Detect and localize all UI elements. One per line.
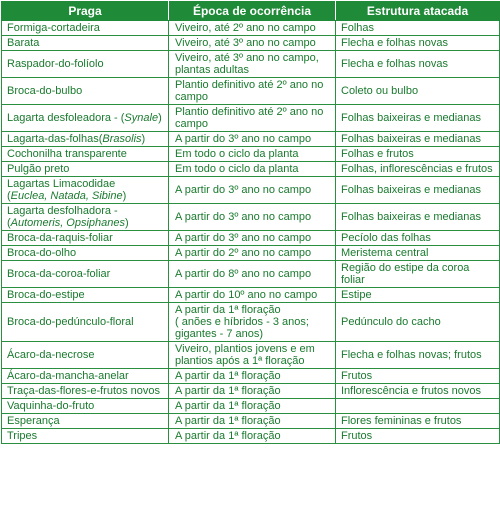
cell-estrutura: Folhas baixeiras e medianas bbox=[336, 177, 500, 204]
header-estrutura: Estrutura atacada bbox=[336, 2, 500, 21]
cell-praga: Broca-do-bulbo bbox=[2, 78, 169, 105]
table-row bbox=[2, 204, 500, 231]
cell-praga: Broca-do-pedúnculo-floral bbox=[2, 303, 169, 342]
cell-epoca: A partir do 3º ano no campo bbox=[169, 132, 336, 147]
cell-epoca: Plantio definitivo até 2º ano no campo bbox=[169, 78, 336, 105]
header-epoca: Época de ocorrência bbox=[169, 2, 336, 21]
cell-estrutura bbox=[336, 399, 500, 414]
cell-epoca: Viveiro, até 2º ano no campo bbox=[169, 21, 336, 36]
table-row bbox=[2, 132, 500, 147]
cell-praga: Barata bbox=[2, 36, 169, 51]
cell-estrutura: Flecha e folhas novas; frutos bbox=[336, 342, 500, 369]
table-body bbox=[2, 21, 500, 444]
epoca-line: ( anões e híbridos - 3 anos; bbox=[175, 316, 309, 328]
cell-epoca: Em todo o ciclo da planta bbox=[169, 147, 336, 162]
cell-praga: Broca-da-raquis-foliar bbox=[2, 231, 169, 246]
table-row bbox=[2, 78, 500, 105]
header-praga: Praga bbox=[2, 2, 169, 21]
praga-text: Lagarta desfoleadora - ( bbox=[7, 112, 125, 124]
table-row bbox=[2, 147, 500, 162]
table-header bbox=[2, 2, 500, 21]
cell-estrutura: Folhas baixeiras e medianas bbox=[336, 132, 500, 147]
table-row bbox=[2, 246, 500, 261]
pest-table bbox=[1, 1, 500, 444]
praga-scientific-name: Automeris, Opsiphanes bbox=[10, 217, 126, 229]
table-row bbox=[2, 303, 500, 342]
cell-epoca: Plantio definitivo até 2º ano no campo bbox=[169, 105, 336, 132]
praga-scientific-name: Euclea, Natada, Sibine bbox=[10, 190, 123, 202]
cell-praga: Lagarta desfolhadora - (Automeris, Opsiphanes) bbox=[2, 204, 169, 231]
table-row bbox=[2, 399, 500, 414]
table-row bbox=[2, 384, 500, 399]
cell-epoca: A partir do 2º ano no campo bbox=[169, 246, 336, 261]
cell-estrutura: Pecíolo das folhas bbox=[336, 231, 500, 246]
table-row bbox=[2, 21, 500, 36]
cell-estrutura: Frutos bbox=[336, 369, 500, 384]
cell-praga: Esperança bbox=[2, 414, 169, 429]
praga-text: Lagartas Limacodidae bbox=[7, 178, 116, 190]
cell-praga: Cochonilha transparente bbox=[2, 147, 169, 162]
cell-epoca: A partir da 1ª floração bbox=[169, 384, 336, 399]
cell-praga: Lagartas Limacodidae (Euclea, Natada, Sibine) bbox=[2, 177, 169, 204]
cell-estrutura: Meristema central bbox=[336, 246, 500, 261]
cell-praga: Broca-da-coroa-foliar bbox=[2, 261, 169, 288]
cell-epoca: Viveiro, até 3º ano no campo, plantas adultas bbox=[169, 51, 336, 78]
table-row bbox=[2, 105, 500, 132]
cell-praga: Ácaro-da-mancha-anelar bbox=[2, 369, 169, 384]
cell-praga: Broca-do-olho bbox=[2, 246, 169, 261]
cell-estrutura: Flecha e folhas novas bbox=[336, 51, 500, 78]
cell-estrutura: Pedúnculo do cacho bbox=[336, 303, 500, 342]
praga-scientific-name: Synale bbox=[124, 112, 159, 124]
cell-estrutura: Folhas baixeiras e medianas bbox=[336, 204, 500, 231]
cell-epoca: A partir da 1ª floração bbox=[169, 399, 336, 414]
cell-estrutura: Coleto ou bulbo bbox=[336, 78, 500, 105]
table-row bbox=[2, 342, 500, 369]
cell-praga bbox=[2, 105, 169, 132]
cell-epoca: Viveiro, plantios jovens e em plantios após a 1ª floração bbox=[169, 342, 336, 369]
praga-scientific-name: Brasolis bbox=[102, 133, 142, 145]
cell-epoca: A partir do 3º ano no campo bbox=[169, 231, 336, 246]
cell-praga: Formiga-cortadeira bbox=[2, 21, 169, 36]
cell-praga: Broca-do-estipe bbox=[2, 288, 169, 303]
praga-text: Lagarta-das-folhas( bbox=[7, 133, 103, 145]
table-row bbox=[2, 51, 500, 78]
cell-estrutura: Folhas baixeiras e medianas bbox=[336, 105, 500, 132]
cell-epoca: A partir da 1ª floração bbox=[169, 429, 336, 444]
cell-estrutura: Flores femininas e frutos bbox=[336, 414, 500, 429]
cell-praga: Raspador-do-folíolo bbox=[2, 51, 169, 78]
cell-epoca: Viveiro, até 3º ano no campo bbox=[169, 36, 336, 51]
praga-text-end: ) bbox=[141, 133, 146, 145]
table-row bbox=[2, 177, 500, 204]
cell-estrutura: Região do estipe da coroa foliar bbox=[336, 261, 500, 288]
epoca-line: gigantes - 7 anos) bbox=[175, 328, 264, 340]
epoca-line: A partir da 1ª floração bbox=[175, 304, 281, 316]
table-row bbox=[2, 261, 500, 288]
praga-text-end: ) bbox=[158, 112, 162, 124]
header-row bbox=[2, 2, 500, 21]
cell-estrutura: Folhas e frutos bbox=[336, 147, 500, 162]
table-row bbox=[2, 288, 500, 303]
praga-text: Lagarta desfolhadora - bbox=[7, 205, 118, 217]
cell-praga: Tripes bbox=[2, 429, 169, 444]
table-row bbox=[2, 36, 500, 51]
cell-estrutura: Folhas, inflorescências e frutos bbox=[336, 162, 500, 177]
cell-epoca: A partir do 8º ano no campo bbox=[169, 261, 336, 288]
cell-epoca: A partir da 1ª floração bbox=[169, 369, 336, 384]
cell-praga: Vaquinha-do-fruto bbox=[2, 399, 169, 414]
cell-praga: Traça-das-flores-e-frutos novos bbox=[2, 384, 169, 399]
cell-praga bbox=[2, 132, 169, 147]
cell-epoca: A partir da 1ª floração bbox=[169, 414, 336, 429]
cell-estrutura: Flecha e folhas novas bbox=[336, 36, 500, 51]
cell-epoca: A partir do 3º ano no campo bbox=[169, 204, 336, 231]
cell-epoca bbox=[169, 303, 336, 342]
cell-epoca: Em todo o ciclo da planta bbox=[169, 162, 336, 177]
cell-estrutura: Folhas bbox=[336, 21, 500, 36]
cell-estrutura: Frutos bbox=[336, 429, 500, 444]
table-row bbox=[2, 369, 500, 384]
table-row bbox=[2, 231, 500, 246]
cell-praga: Ácaro-da-necrose bbox=[2, 342, 169, 369]
cell-epoca: A partir do 3º ano no campo bbox=[169, 177, 336, 204]
cell-estrutura: Estipe bbox=[336, 288, 500, 303]
table-row bbox=[2, 429, 500, 444]
cell-estrutura: Inflorescência e frutos novos bbox=[336, 384, 500, 399]
table-row bbox=[2, 162, 500, 177]
table-row bbox=[2, 414, 500, 429]
cell-epoca: A partir do 10º ano no campo bbox=[169, 288, 336, 303]
cell-praga: Pulgão preto bbox=[2, 162, 169, 177]
